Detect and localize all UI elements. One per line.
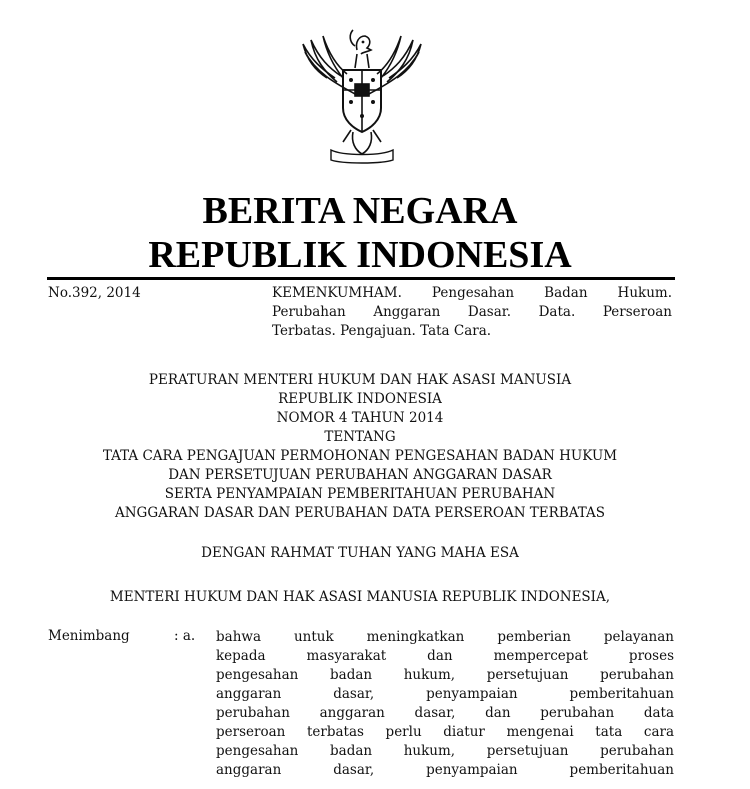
invocation: DENGAN RAHMAT TUHAN YANG MAHA ESA [201,545,519,561]
subject-line: Perubahan Anggaran Dasar. Data. Perseroan [272,304,672,320]
subject-line: KEMENKUMHAM. Pengesahan Badan Hukum. [272,285,672,301]
header-divider [47,277,675,280]
considering-line: kepada masyarakat dan mempercepat proses [216,648,674,664]
regulation-title-line: SERTA PENYAMPAIAN PEMBERITAHUAN PERUBAHAN [164,486,556,502]
considering-item-marker: : a. [174,628,196,644]
masthead-title-line1: BERITA NEGARA [202,190,518,232]
considering-line: anggaran dasar, penyampaian pemberitahuan [216,762,674,778]
considering-line: perubahan anggaran dasar, dan perubahan data [216,705,674,721]
authority-statement: MENTERI HUKUM DAN HAK ASASI MANUSIA REPUBLIK INDONESIA, [109,589,611,605]
gazette-number: No.392, 2014 [48,285,141,301]
subject-line: Terbatas. Pengajuan. Tata Cara. [272,323,492,339]
regulation-title-line: TATA CARA PENGAJUAN PERMOHONAN PENGESAHAN BADAN HUKUM [102,448,618,464]
considering-line: pengesahan badan hukum, persetujuan perubahan [216,743,674,759]
regulation-title-line: ANGGARAN DASAR DAN PERUBAHAN DATA PERSEROAN TERBATAS [114,505,606,521]
considering-label: Menimbang [48,628,130,644]
considering-line: bahwa untuk meningkatkan pemberian pelayanan [216,629,674,645]
garuda-emblem-icon [297,24,427,164]
masthead-title-line2: REPUBLIK INDONESIA [148,234,572,276]
considering-line: pengesahan badan hukum, persetujuan perubahan [216,667,674,683]
regulation-about: TENTANG [324,429,396,445]
considering-line: perseroan terbatas perlu diatur mengenai tata cara [216,724,674,740]
regulation-issuer: PERATURAN MENTERI HUKUM DAN HAK ASASI MANUSIA [148,372,572,388]
regulation-number: NOMOR 4 TAHUN 2014 [276,410,444,426]
gazette-subject [272,284,672,341]
regulation-title-line: DAN PERSETUJUAN PERUBAHAN ANGGARAN DASAR [168,467,552,483]
regulation-issuer-country: REPUBLIK INDONESIA [278,391,442,407]
considering-line: anggaran dasar, penyampaian pemberitahuan [216,686,674,702]
